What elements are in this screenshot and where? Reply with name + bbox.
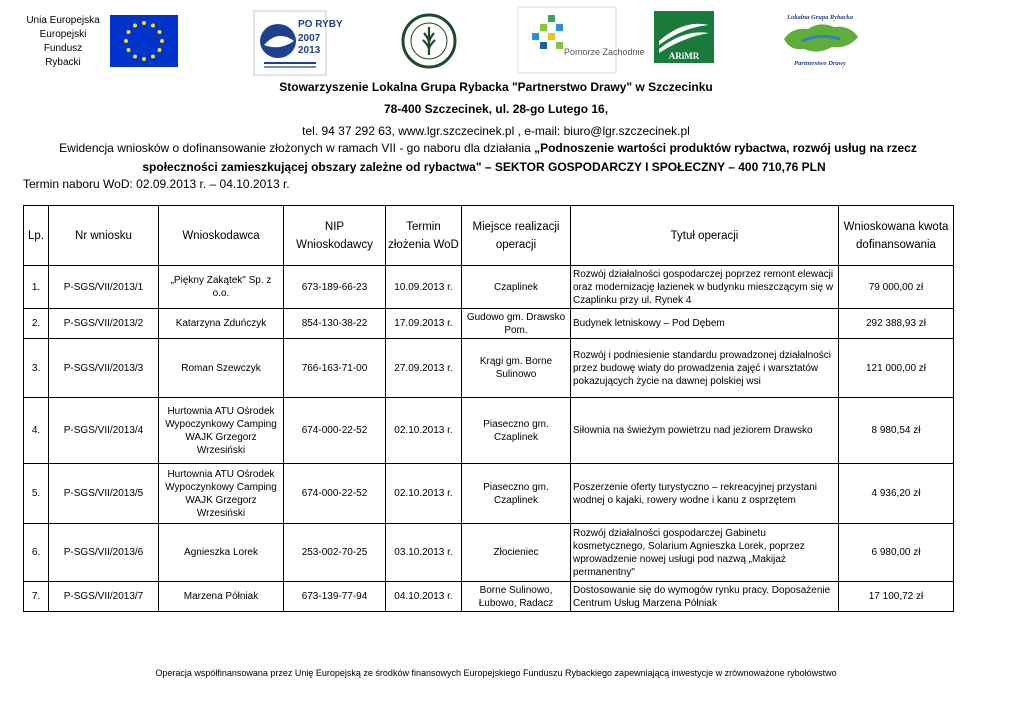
cell-place: Czaplinek	[462, 266, 571, 309]
lgr-label: Lokalna Grupa Rybacka	[787, 14, 853, 21]
pomorze-label: Pomorze Zachodnie	[564, 47, 645, 57]
table-row	[24, 398, 954, 464]
col-header-amount: Wnioskowana kwota dofinansowania	[839, 206, 954, 266]
cell-date: 27.09.2013 r.	[386, 339, 462, 398]
cell-lp: 1.	[24, 266, 49, 309]
table-row	[24, 339, 954, 398]
cofinancing-footer: Operacja współfinansowana przez Unię Europejską ze środków finansowych Europejskiego Funduszu Rybackiego zapewniającą inwestycje w zrównoważone rybołówstwo	[155, 668, 837, 678]
col-header-date: Termin złożenia WoD	[386, 206, 462, 266]
cell-nr: P-SGS/VII/2013/5	[49, 464, 159, 524]
col-header-lp: Lp.	[24, 206, 49, 266]
evidence-action: „Podnoszenie wartości produktów rybactwa, rozwój usług na rzecz	[534, 141, 917, 155]
table-row	[24, 464, 954, 524]
organization-address: 78-400 Szczecinek, ul. 28-go Lutego 16,	[383, 102, 609, 116]
cell-date: 03.10.2013 r.	[386, 524, 462, 582]
cell-applicant: Agnieszka Lorek	[159, 524, 284, 582]
recruitment-period: Termin naboru WoD: 02.09.2013 r. – 04.10.2013 r.	[23, 177, 290, 191]
cell-nr: P-SGS/VII/2013/1	[49, 266, 159, 309]
cell-lp: 5.	[24, 464, 49, 524]
eu-fund-label-line: Unia Europejska	[26, 15, 100, 26]
cell-date: 04.10.2013 r.	[386, 582, 462, 612]
arimr-label: ARiMR	[668, 51, 700, 61]
cell-place: Borne Sulinowo, Łubowo, Radacz	[462, 582, 571, 612]
cell-title: Budynek letniskowy – Pod Dębem	[571, 309, 839, 339]
cell-nr: P-SGS/VII/2013/6	[49, 524, 159, 582]
organization-name: Stowarzyszenie Lokalna Grupa Rybacka "Partnerstwo Drawy" w Szczecinku	[279, 80, 713, 94]
cell-title: Rozwój działalności gospodarczej poprzez remont elewacji oraz modernizację łazienek w budynku mieszczącym się w Czaplinku przy ul. Rynek 4	[571, 266, 839, 309]
cell-applicant: Marzena Półniak	[159, 582, 284, 612]
cell-title: Rozwój i podniesienie standardu prowadzonej działalności przez budowę wiaty do prowadzenia zajęć i warsztatów pokazujących życie na dawnej polskiej wsi	[571, 339, 839, 398]
col-header-place: Miejsce realizacji operacji	[462, 206, 571, 266]
cell-place: Piaseczno gm. Czaplinek	[462, 398, 571, 464]
cell-applicant: Hurtownia ATU Ośrodek Wypoczynkowy Camping WAJK Grzegorz Wrzesiński	[159, 398, 284, 464]
eu-flag-icon	[110, 15, 178, 67]
cell-applicant: Katarzyna Zduńczyk	[159, 309, 284, 339]
lgr-partnerstwo-drawy-logo	[778, 9, 862, 69]
organization-contact: tel. 94 37 292 63, www.lgr.szczecinek.pl , e-mail: biuro@lgr.szczecinek.pl	[302, 124, 690, 138]
cell-amount: 17 100,72 zł	[839, 582, 954, 612]
col-header-nip: NIP Wnioskodawcy	[284, 206, 386, 266]
cell-nip: 854-130-38-22	[284, 309, 386, 339]
table-row	[24, 582, 954, 612]
cell-date: 02.10.2013 r.	[386, 464, 462, 524]
cell-amount: 6 980,00 zł	[839, 524, 954, 582]
cell-nr: P-SGS/VII/2013/2	[49, 309, 159, 339]
cell-lp: 2.	[24, 309, 49, 339]
evidence-line	[0, 141, 984, 155]
eu-fund-label	[22, 14, 104, 70]
cell-nip: 253-002-70-25	[284, 524, 386, 582]
eu-fund-label-line: Europejski	[39, 29, 87, 40]
cell-place: Krągi gm. Borne Sulinowo	[462, 339, 571, 398]
cell-place: Złocieniec	[462, 524, 571, 582]
col-header-title: Tytuł operacji	[571, 206, 839, 266]
cell-title: Dostosowanie się do wymogów rynku pracy. Doposażenie Centrum Usług Marzena Półniak	[571, 582, 839, 612]
col-header-nr: Nr wniosku	[49, 206, 159, 266]
cell-amount: 8 980,54 zł	[839, 398, 954, 464]
table-row	[24, 524, 954, 582]
eu-fund-label-line: Fundusz	[43, 43, 83, 54]
cell-place: Piaseczno gm. Czaplinek	[462, 464, 571, 524]
cell-place: Gudowo gm. Drawsko Pom.	[462, 309, 571, 339]
table-row	[24, 266, 954, 309]
cell-lp: 3.	[24, 339, 49, 398]
cell-nr: P-SGS/VII/2013/7	[49, 582, 159, 612]
cell-amount: 121 000,00 zł	[839, 339, 954, 398]
cell-applicant: Hurtownia ATU Ośrodek Wypoczynkowy Camping WAJK Grzegorz Wrzesiński	[159, 464, 284, 524]
cell-amount: 4 936,20 zł	[839, 464, 954, 524]
cell-nip: 674-000-22-52	[284, 464, 386, 524]
table-header-row	[24, 206, 954, 266]
cell-title: Siłownia na świeżym powietrzu nad jeziorem Drawsko	[571, 398, 839, 464]
cell-lp: 4.	[24, 398, 49, 464]
table-row	[24, 309, 954, 339]
cell-title: Poszerzenie oferty turystyczno – rekreacyjnej przystani wodnej o kajaki, rowery wodne i kanu z osprzętem	[571, 464, 839, 524]
cell-applicant: Roman Szewczyk	[159, 339, 284, 398]
eu-fund-label-line: Rybacki	[45, 57, 81, 68]
ministry-seal-icon	[398, 13, 460, 69]
lgr-sublabel: Partnerstwo Drawy	[794, 60, 846, 67]
cell-lp: 6.	[24, 524, 49, 582]
cell-date: 02.10.2013 r.	[386, 398, 462, 464]
cell-title: Rozwój działalności gospodarczej Gabinetu kosmetycznego, Solarium Agnieszka Lorek, poprzez wprowadzenie nowej usługi pod nazwą „Makijaż permanentny"	[571, 524, 839, 582]
evidence-action-line2: społeczności zamieszkującej obszary zależne od rybactwa" – SEKTOR GOSPODARCZY I SPOŁECZNY – 400 710,76 PLN	[142, 160, 826, 174]
cell-nip: 673-139-77-94	[284, 582, 386, 612]
col-header-applicant: Wnioskodawca	[159, 206, 284, 266]
po-ryby-year-end: 2013	[298, 45, 321, 56]
cell-lp: 7.	[24, 582, 49, 612]
pomorze-zachodnie-logo	[518, 7, 645, 73]
logo-strip	[0, 0, 992, 80]
cell-date: 17.09.2013 r.	[386, 309, 462, 339]
arimr-logo	[654, 11, 714, 63]
po-ryby-logo	[254, 11, 343, 75]
cell-amount: 292 388,93 zł	[839, 309, 954, 339]
evidence-prefix: Ewidencja wniosków o dofinansowanie złożonych w ramach VII - go naboru dla działania	[59, 141, 535, 155]
applications-table	[23, 205, 954, 612]
cell-nr: P-SGS/VII/2013/4	[49, 398, 159, 464]
cell-nip: 674-000-22-52	[284, 398, 386, 464]
cell-date: 10.09.2013 r.	[386, 266, 462, 309]
cell-nip: 766-163-71-00	[284, 339, 386, 398]
cell-amount: 79 000,00 zł	[839, 266, 954, 309]
po-ryby-title: PO RYBY	[298, 19, 343, 30]
cell-nip: 673-189-66-23	[284, 266, 386, 309]
cell-applicant: „Piękny Zakątek" Sp. z o.o.	[159, 266, 284, 309]
cell-nr: P-SGS/VII/2013/3	[49, 339, 159, 398]
po-ryby-year-start: 2007	[298, 33, 321, 44]
